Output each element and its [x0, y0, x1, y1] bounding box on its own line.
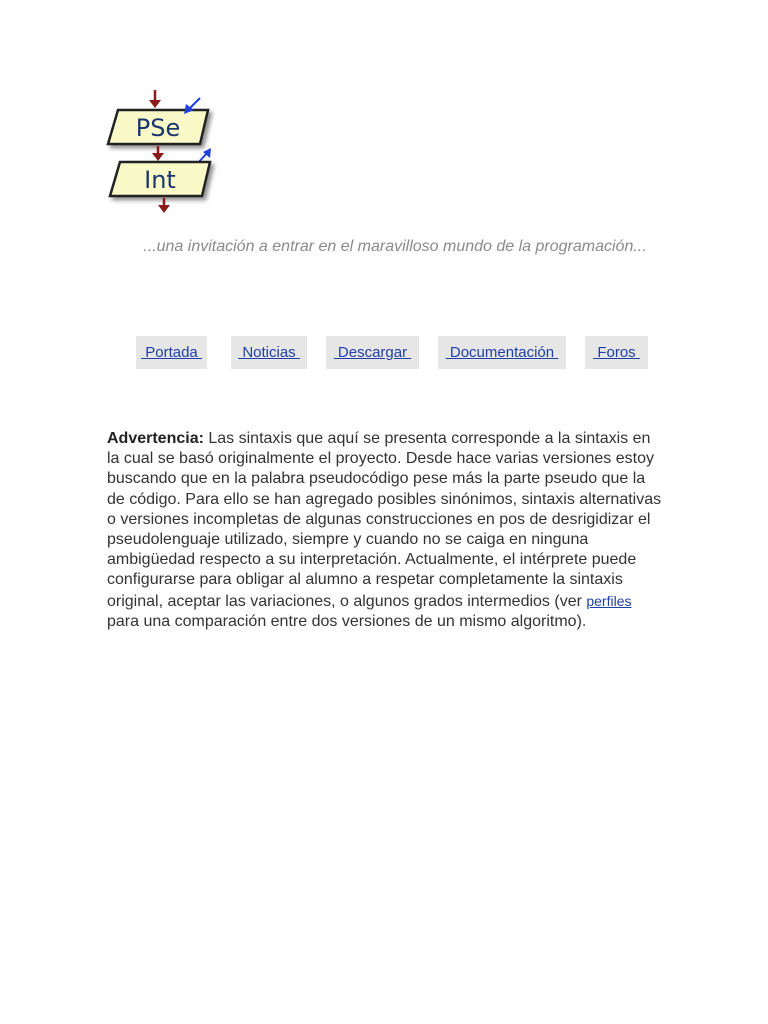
warning-paragraph [107, 429, 667, 632]
nav-item-documentacion[interactable] [438, 336, 566, 369]
warning-text: Las sintaxis que aquí se presenta corresponde a la sintaxis en la cual se basó originalmente el proyecto. Desde hace varias versiones estoy buscando que en la palabra pseudocódigo pese más la parte pseudo que la de código. Para ello se han agregado posibles sinónimos, sintaxis alternativas o versiones incompletas de algunas construcciones en pos de desrigidizar el pseudolenguaje utilizado, siempre y cuando no se caiga en ninguna ambigüedad respecto a su interpretación. Actualmente, el intérprete puede configurarse para obligar al alumno a respetar completamente la sintaxis original, aceptar las variaciones, o algunos grados intermedios (ver [107, 430, 662, 610]
nav-link-noticias[interactable]: Noticias [238, 344, 300, 361]
pseint-logo [104, 88, 234, 218]
logo-top-text: PSe [135, 114, 181, 142]
arrow-down-middle-icon [152, 146, 164, 161]
warning-label: Advertencia: [107, 430, 204, 447]
arrow-down-icon [149, 90, 161, 108]
tagline: ...una invitación a entrar en el maravilloso mundo de la programación... [143, 238, 647, 255]
nav-item-descargar[interactable] [326, 336, 419, 369]
perfiles-link[interactable]: perfiles [586, 592, 632, 609]
arrow-down-bottom-icon [158, 198, 170, 213]
logo-bottom-text: Int [144, 166, 176, 194]
nav-link-descargar[interactable]: Descargar [333, 344, 412, 361]
nav-link-documentacion[interactable]: Documentación [445, 344, 559, 361]
nav-link-portada[interactable]: Portada [141, 344, 202, 361]
nav-link-foros[interactable]: Foros [593, 344, 640, 361]
nav-item-portada[interactable] [136, 336, 207, 369]
warning-text-end: para una comparación entre dos versiones de un mismo algoritmo). [107, 612, 587, 630]
nav-item-foros[interactable] [585, 336, 648, 369]
nav-item-noticias[interactable] [231, 336, 307, 369]
